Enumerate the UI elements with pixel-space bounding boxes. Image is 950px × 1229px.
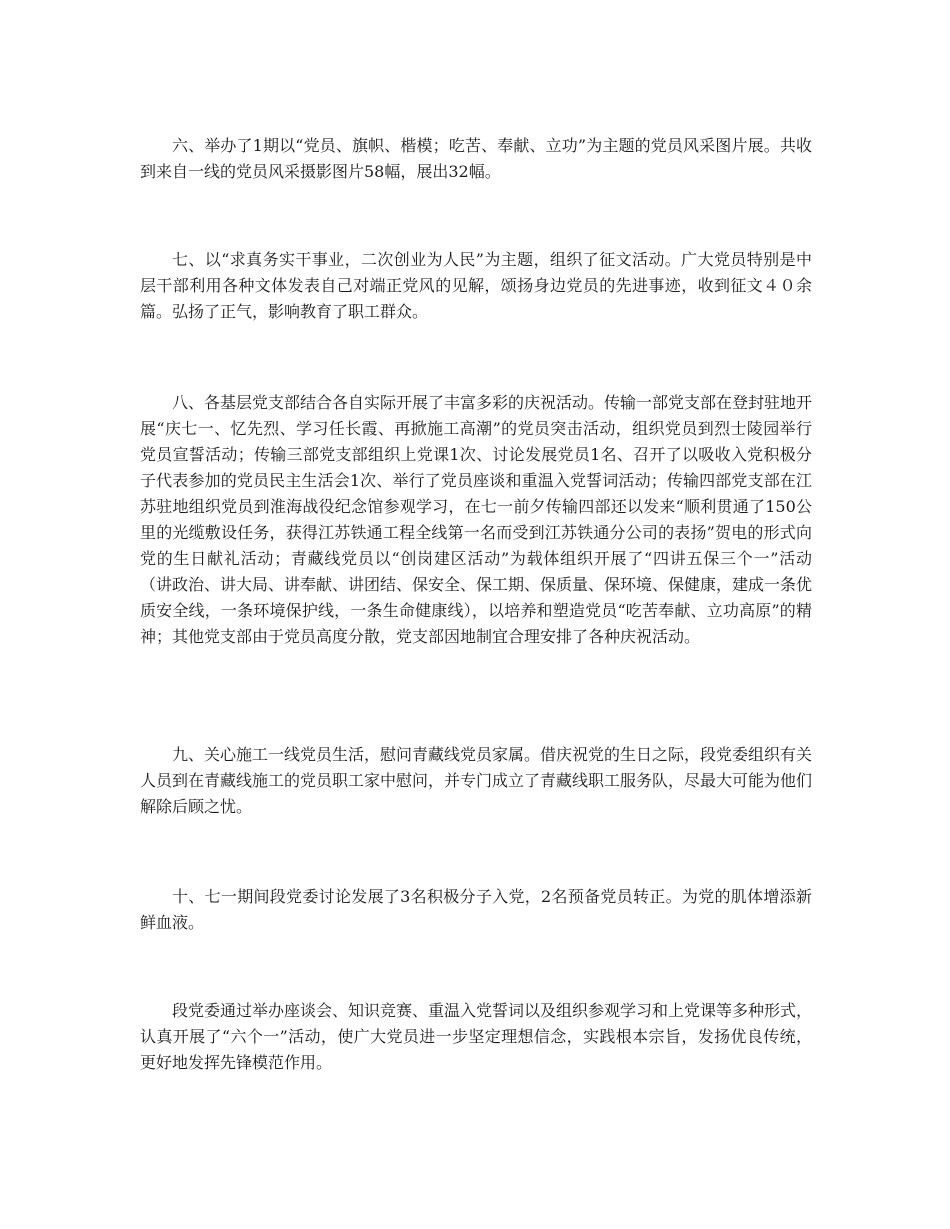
paragraph-nine: 九、关心施工一线党员生活，慰问青藏线党员家属。借庆祝党的生日之际，段党委组织有关人员到在青藏线施工的党员职工家中慰问，并专门成立了青藏线职工服务队，尽最大可能为他们解除后顾之忧。 [140, 745, 813, 816]
paragraph-six: 六、举办了1期以“党员、旗帜、楷模；吃苦、奉献、立功”为主题的党员风采图片展。共收到来自一线的党员风采摄影图片58幅，展出32幅。 [140, 136, 812, 181]
paragraph-ten: 十、七一期间段党委讨论发展了3名积极分子入党，2名预备党员转正。为党的肌体增添新鲜血液。 [140, 887, 812, 932]
paragraph-eight: 八、各基层党支部结合各自实际开展了丰富多彩的庆祝活动。传输一部党支部在登封驻地开展“庆七一、忆先烈、学习任长霞、再掀施工高潮”的党员突击活动，组织党员到烈士陵园举行党员宣誓活动；传输三部党支部组织上党课1次、讨论发展党员1名、召开了以吸收入党积极分子代表参加的党员民主生活会1次、举行了党员座谈和重温入党誓词活动；传输四部党支部在江苏驻地组织党员到淮海战役纪念馆参观学习，在七一前夕传输四部还以发来“顺利贯通了150公里的光缆敷设任务，获得江苏铁通工程全线第一名而受到江苏铁通分公司的表扬”贺电的形式向党的生日献礼活动；青藏线党员以“创岗建区活动”为载体组织开展了“四讲五保三个一”活动（讲政治、讲大局、讲奉献、讲团结、保安全、保工期、保质量、保环境、保健康，建成一条优质安全线，一条环境保护线，一条生命健康线），以培养和塑造党员“吃苦奉献、立功高原”的精神；其他党支部由于党员高度分散，党支部因地制宜合理安排了各种庆祝活动。 [140, 393, 813, 646]
paragraph-seven: 七、以“求真务实干事业，二次创业为人民”为主题，组织了征文活动。广大党员特别是中层干部利用各种文体发表自己对端正党风的见解，颂扬身边党员的先进事迹，收到征文４０余篇。弘扬了正气，影响教育了职工群众。 [140, 250, 812, 321]
paragraph-summary: 段党委通过举办座谈会、知识竞赛、重温入党誓词以及组织参观学习和上党课等多种形式，认真开展了“六个一”活动，使广大党员进一步坚定理想信念，实践根本宗旨，发扬优良传统，更好地发挥先锋模范作用。 [140, 1001, 813, 1072]
